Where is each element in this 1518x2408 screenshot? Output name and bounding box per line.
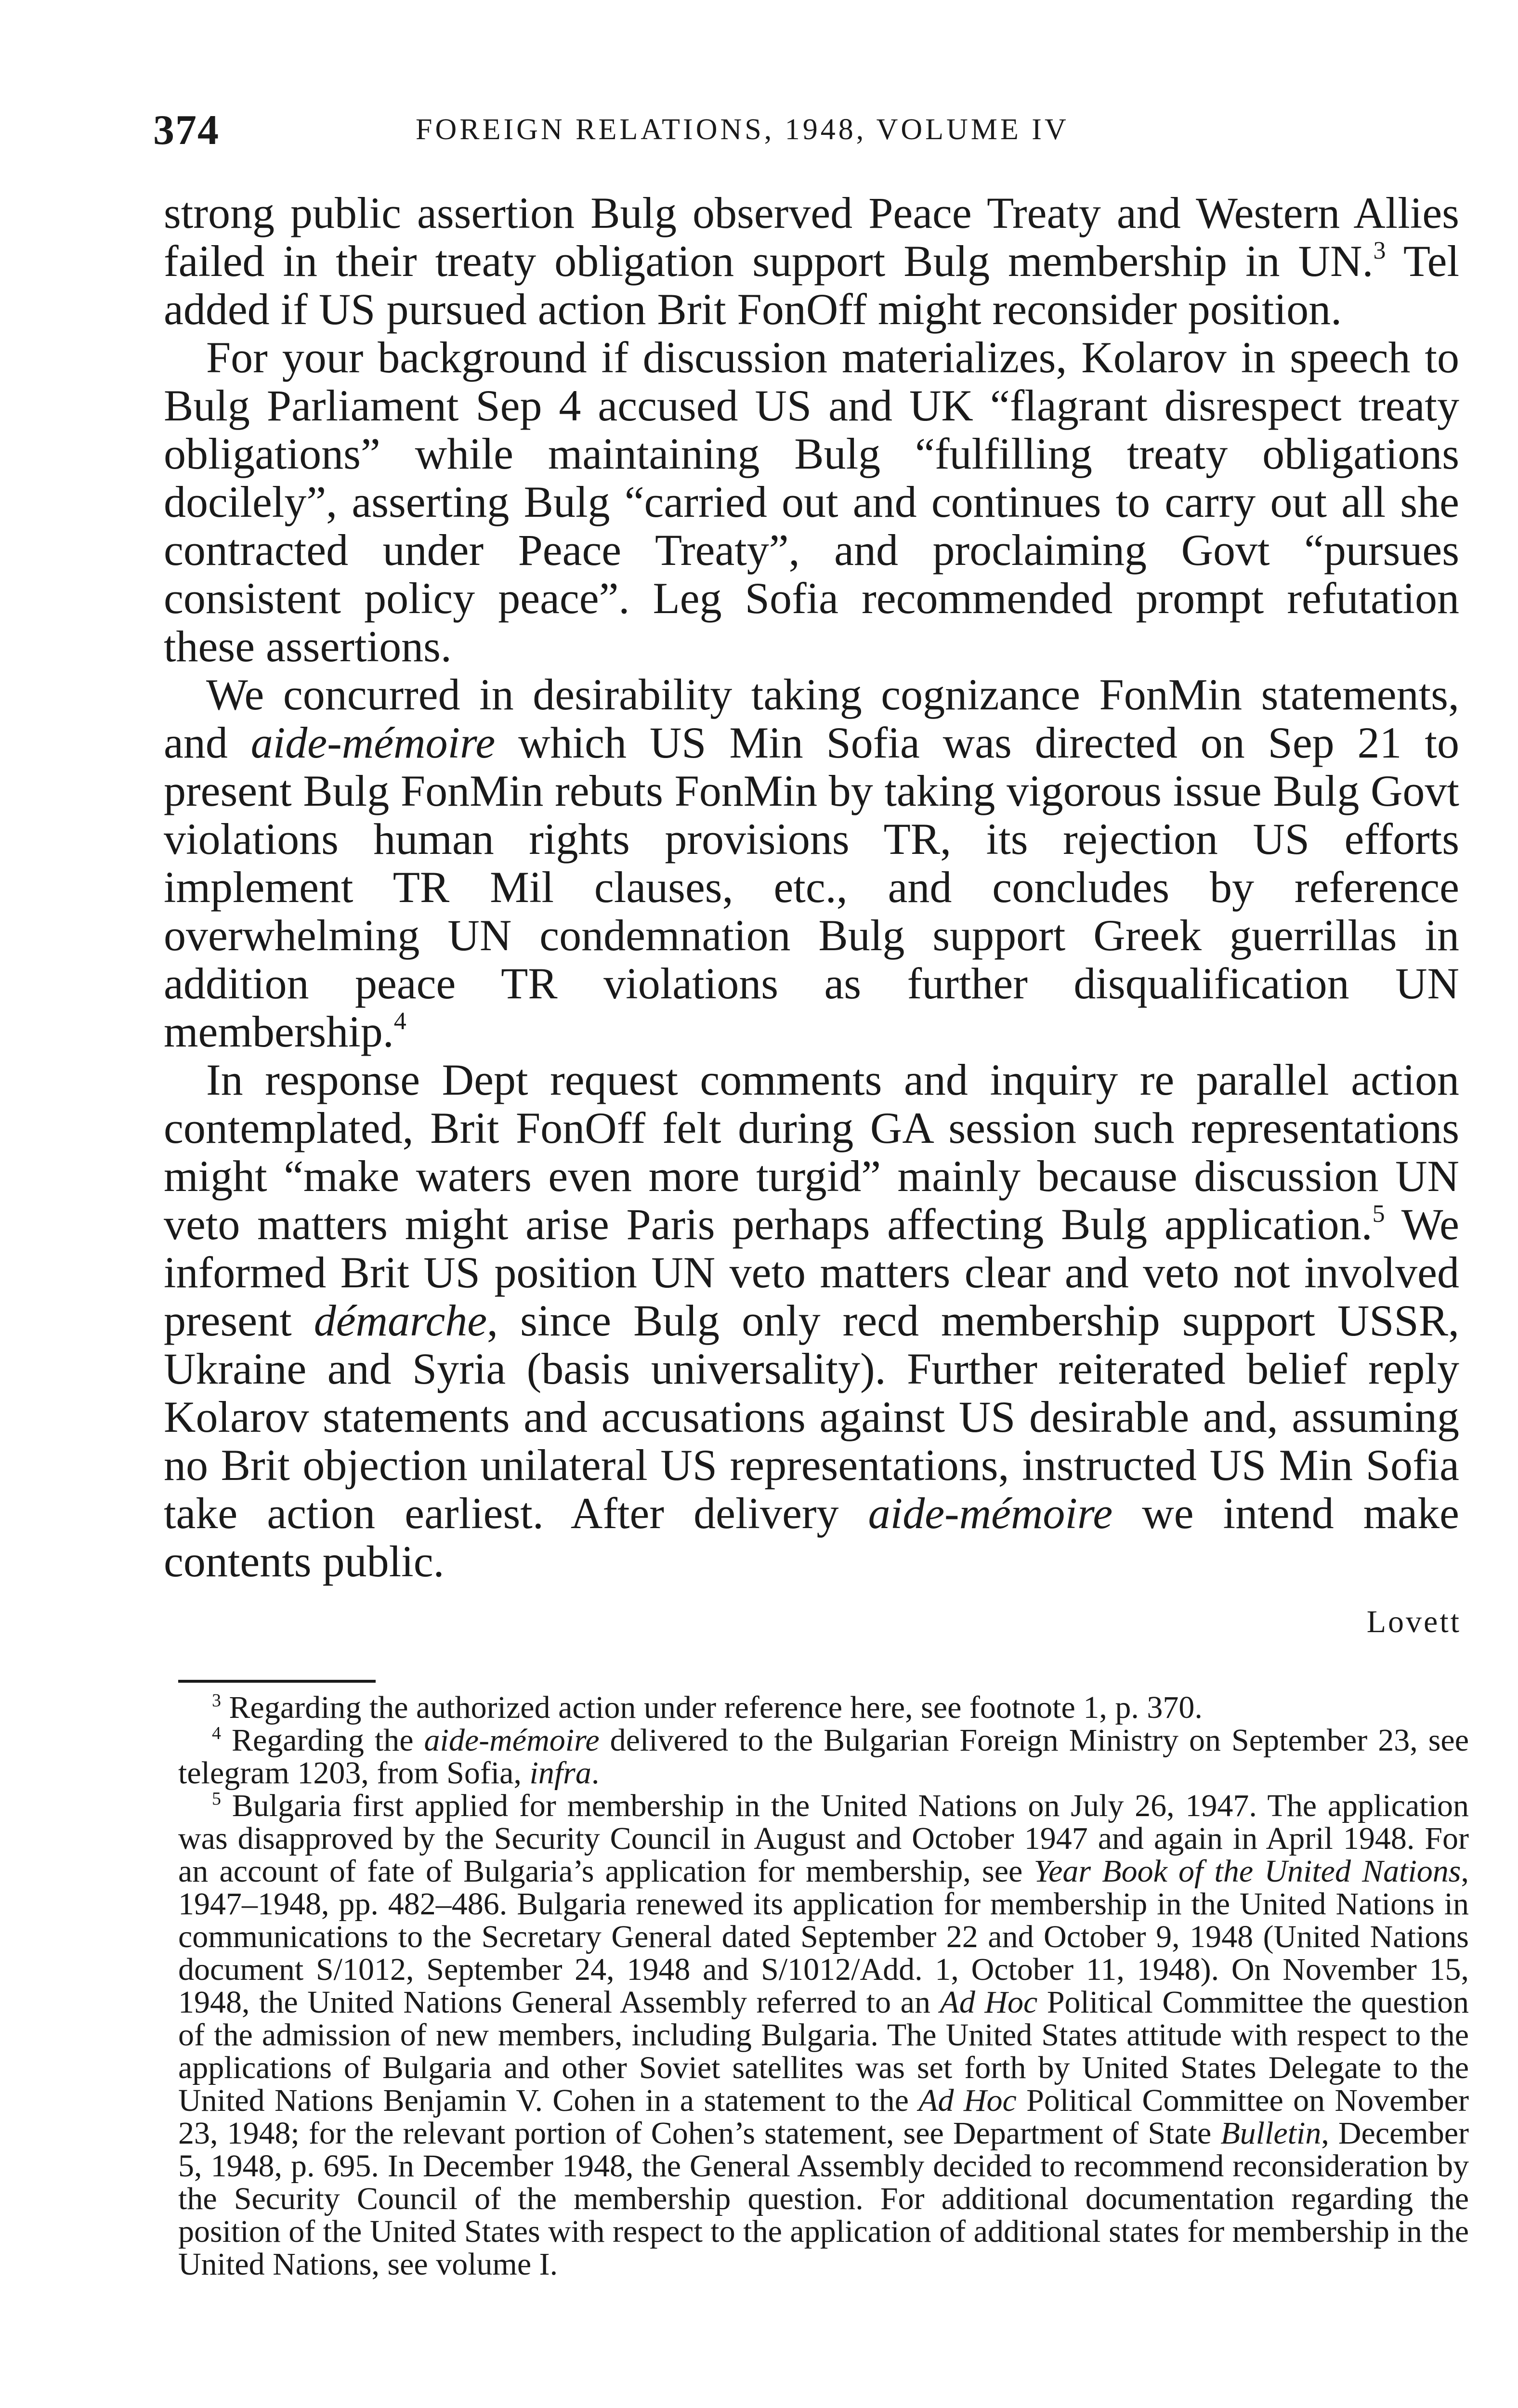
paragraph-1-text: strong public assertion Bulg observed Peace Treaty and Western Allies failed in their treaty obligation support Bulg membership in UN. bbox=[164, 188, 1459, 286]
footnote-text: Political Committee on November 23, 1948; for the relevant portion of Cohen’s statement, see Department of State bbox=[178, 2083, 1469, 2151]
italic-term: aide-mémoire bbox=[250, 718, 496, 767]
italic-term: aide-mémoire bbox=[424, 1723, 600, 1758]
italic-title: Bulletin bbox=[1220, 2116, 1322, 2151]
footnotes bbox=[178, 1691, 1469, 2281]
paragraph-4 bbox=[164, 1056, 1459, 1585]
italic-term: Ad Hoc bbox=[918, 2083, 1017, 2118]
paragraph-3-text: We concurred in desirability taking cognizance FonMin statements, and bbox=[164, 670, 1459, 767]
italic-term: démarche bbox=[314, 1296, 487, 1345]
footnote-mark: 3 bbox=[212, 1690, 221, 1711]
italic-title: Year Book of the United Nations bbox=[1034, 1854, 1461, 1889]
footnote-5 bbox=[178, 1790, 1469, 2281]
footnote-text: Regarding the bbox=[221, 1723, 424, 1758]
footnote-text: Regarding the authorized action under reference here, see footnote 1, p. 370. bbox=[221, 1690, 1203, 1725]
footnote-text: Bulgaria first applied for membership in the United Nations on July 26, 1947. The application was disapproved by the Security Council in August and October 1947 and again in April 1948. For an account of fate of Bulgaria’s application for membership, see bbox=[178, 1788, 1469, 1889]
footnote-text: , 1947–1948, pp. 482–486. Bulgaria renewed its application for membership in the United Nations in communications to the Secretary General dated September 22 and October 9, 1948 (United Nations document S/1012, September 24, 1948 and S/1012/Add. 1, October 11, 1948). On November 15, 1948, the United Nations General Assembly referred to an bbox=[178, 1854, 1469, 2020]
signature: Lovett bbox=[1366, 1604, 1461, 1639]
paragraph-4-text: In response Dept request comments and inquiry re parallel action contemplated, Brit FonOff felt during GA session such representations might “make waters even more turgid” mainly because discussion UN veto matters might arise Paris perhaps affecting Bulg application. bbox=[164, 1055, 1459, 1249]
footnote-4 bbox=[178, 1724, 1469, 1790]
body-text bbox=[164, 189, 1459, 1585]
footnote-text: delivered to the Bulgarian Foreign Ministry on September 23, see telegram 1203, from Sofia, bbox=[178, 1723, 1469, 1791]
italic-term: Ad Hoc bbox=[940, 1985, 1038, 2020]
running-head: FOREIGN RELATIONS, 1948, VOLUME IV bbox=[416, 113, 1069, 146]
footnote-3 bbox=[178, 1691, 1469, 1724]
page-header bbox=[153, 106, 1453, 169]
footnote-ref-5: 5 bbox=[1372, 1200, 1385, 1228]
footnote-text: . bbox=[591, 1755, 600, 1791]
page-number: 374 bbox=[153, 107, 220, 154]
paragraph-1 bbox=[164, 189, 1459, 333]
italic-term: aide-mémoire bbox=[868, 1489, 1113, 1538]
paragraph-3-text-cont: which US Min Sofia was directed on Sep 21 to present Bulg FonMin rebuts FonMin by taking vigorous issue Bulg Govt violations human rights provisions TR, its rejection US efforts implement TR Mil clauses, etc., and concludes by reference overwhelming UN condemnation Bulg support Greek guerrillas in addition peace TR violations as further disqualification UN membership. bbox=[164, 718, 1459, 1056]
paragraph-2: For your background if discussion materializes, Kolarov in speech to Bulg Parliament Sep 4 accused US and UK “flagrant disrespect treaty obligations” while maintaining Bulg “fulfilling treaty obligations docilely”, asserting Bulg “carried out and continues to carry out all she contracted under Peace Treaty”, and proclaiming Govt “pursues consistent policy peace”. Leg Sofia recommended prompt refutation these assertions. bbox=[164, 333, 1459, 671]
footnote-ref-4: 4 bbox=[393, 1008, 406, 1035]
paragraph-4-text-cont2: , since Bulg only recd membership support USSR, Ukraine and Syria (basis universality). Further reiterated belief reply Kolarov statements and accusations against US desirable and, assuming no Brit objection unilateral US representations, instructed US Min Sofia take action earliest. After delivery bbox=[164, 1296, 1459, 1538]
paragraph-4-text-cont: We informed Brit US position UN veto matters clear and veto not involved present bbox=[164, 1200, 1460, 1345]
footnote-divider bbox=[178, 1680, 376, 1683]
footnote-ref-3: 3 bbox=[1373, 237, 1386, 264]
paragraph-1-text-cont: Tel added if US pursued action Brit FonOff might reconsider position. bbox=[164, 236, 1459, 334]
footnote-mark: 5 bbox=[212, 1789, 221, 1809]
paragraph-4-text-cont3: we intend make contents public. bbox=[164, 1489, 1459, 1586]
paragraph-3 bbox=[164, 670, 1459, 1056]
footnote-mark: 4 bbox=[212, 1723, 221, 1743]
footnote-text: Political Committee the question of the admission of new members, including Bulgaria. The United States attitude with respect to the applications of Bulgaria and other Soviet satellites was set forth by United States Delegate to the United Nations Benjamin V. Cohen in a statement to the bbox=[178, 1985, 1469, 2118]
italic-term: infra bbox=[529, 1755, 591, 1791]
footnote-text: , December 5, 1948, p. 695. In December 1948, the General Assembly decided to recommend reconsideration by the Security Council of the membership question. For additional documentation regarding the position of the United States with respect to the application of additional states for membership in the United Nations, see volume I. bbox=[178, 2116, 1469, 2282]
